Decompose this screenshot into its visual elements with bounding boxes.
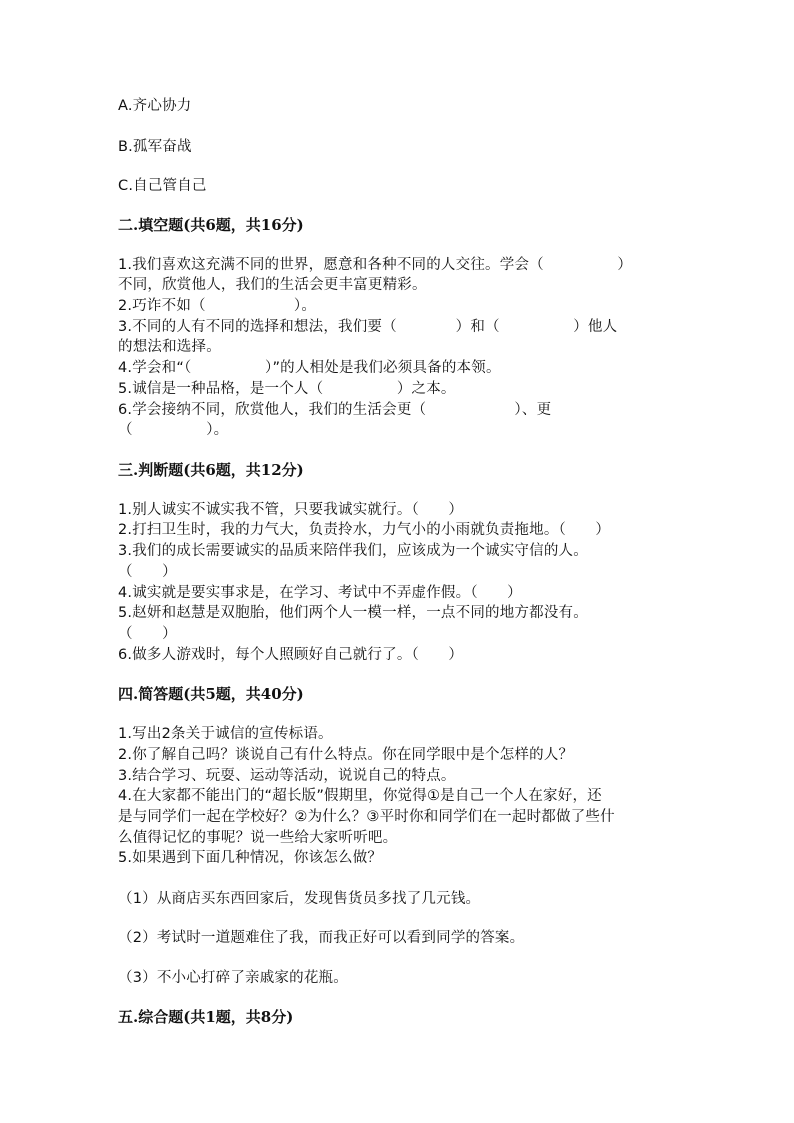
true-false-line: （ ） bbox=[118, 564, 177, 580]
short-answer-sub-item: （3）不小心打碎了亲戚家的花瓶。 bbox=[118, 970, 348, 986]
fill-blank-line: 的想法和选择。 bbox=[118, 339, 221, 355]
fill-blank-line: 2.巧诈不如（ ）。 bbox=[118, 298, 317, 314]
short-answer-line: 4.在大家都不能出门的“超长版”假期里，你觉得①是自己一个人在家好，还 bbox=[118, 788, 602, 804]
fill-blank-line: 不同，欣赏他人，我们的生活会更丰富更精彩。 bbox=[118, 277, 427, 293]
fill-blank-line: 1.我们喜欢这充满不同的世界，愿意和各种不同的人交往。学会（ ） bbox=[118, 257, 633, 273]
short-answer-line: 是与同学们一起在学校好？②为什么？③平时你和同学们在一起时都做了些什 bbox=[118, 809, 615, 825]
short-answer-sub-item: （1）从商店买东西回家后，发现售货员多找了几元钱。 bbox=[118, 891, 481, 907]
fill-blank-line: 6.学会接纳不同，欣赏他人，我们的生活会更（ ）、更 bbox=[118, 402, 552, 418]
short-answer-line: 3.结合学习、玩耍、运动等活动，说说自己的特点。 bbox=[118, 768, 456, 784]
option-c: C.自己管自己 bbox=[118, 178, 207, 194]
true-false-line: 5.赵妍和赵慧是双胞胎，他们两个人一模一样，一点不同的地方都没有。 bbox=[118, 605, 588, 621]
short-answer-line: 1.写出2条关于诚信的宣传标语。 bbox=[118, 726, 333, 742]
short-answer-sub-item: （2）考试时一道题难住了我，而我正好可以看到同学的答案。 bbox=[118, 930, 525, 946]
true-false-line: 2.打扫卫生时，我的力气大，负责拎水，力气小的小雨就负责拖地。（ ） bbox=[118, 522, 611, 538]
option-a: A.齐心协力 bbox=[118, 98, 192, 114]
true-false-line: 1.别人诚实不诚实我不管，只要我诚实就行。（ ） bbox=[118, 502, 464, 518]
fill-blank-line: 5.诚信是一种品格，是一个人（ ）之本。 bbox=[118, 381, 456, 397]
option-b: B.孤军奋战 bbox=[118, 139, 192, 155]
section-heading-comprehensive: 五.综合题(共1题，共8分) bbox=[118, 1008, 294, 1026]
fill-blank-line: 4.学会和“（ ）”的人相处是我们必须具备的本领。 bbox=[118, 360, 501, 376]
section-heading-fill-blank: 二.填空题(共6题，共16分) bbox=[118, 216, 304, 234]
true-false-line: （ ） bbox=[118, 626, 177, 642]
short-answer-line: 么值得记忆的事呢？说一些给大家听听吧。 bbox=[118, 830, 398, 846]
true-false-line: 3.我们的成长需要诚实的品质来陪伴我们，应该成为一个诚实守信的人。 bbox=[118, 543, 588, 559]
section-heading-true-false: 三.判断题(共6题，共12分) bbox=[118, 461, 304, 479]
section-heading-short-answer: 四.简答题(共5题，共40分) bbox=[118, 685, 304, 703]
short-answer-line: 2.你了解自己吗？谈说自己有什么特点。你在同学眼中是个怎样的人？ bbox=[118, 747, 574, 763]
fill-blank-line: （ ）。 bbox=[118, 422, 229, 438]
short-answer-line: 5.如果遇到下面几种情况，你该怎么做？ bbox=[118, 850, 383, 866]
true-false-line: 4.诚实就是要实事求是，在学习、考试中不弄虚作假。（ ） bbox=[118, 585, 522, 601]
true-false-line: 6.做多人游戏时，每个人照顾好自己就行了。（ ） bbox=[118, 647, 464, 663]
fill-blank-line: 3.不同的人有不同的选择和想法，我们要（ ）和（ ）他人 bbox=[118, 319, 618, 335]
